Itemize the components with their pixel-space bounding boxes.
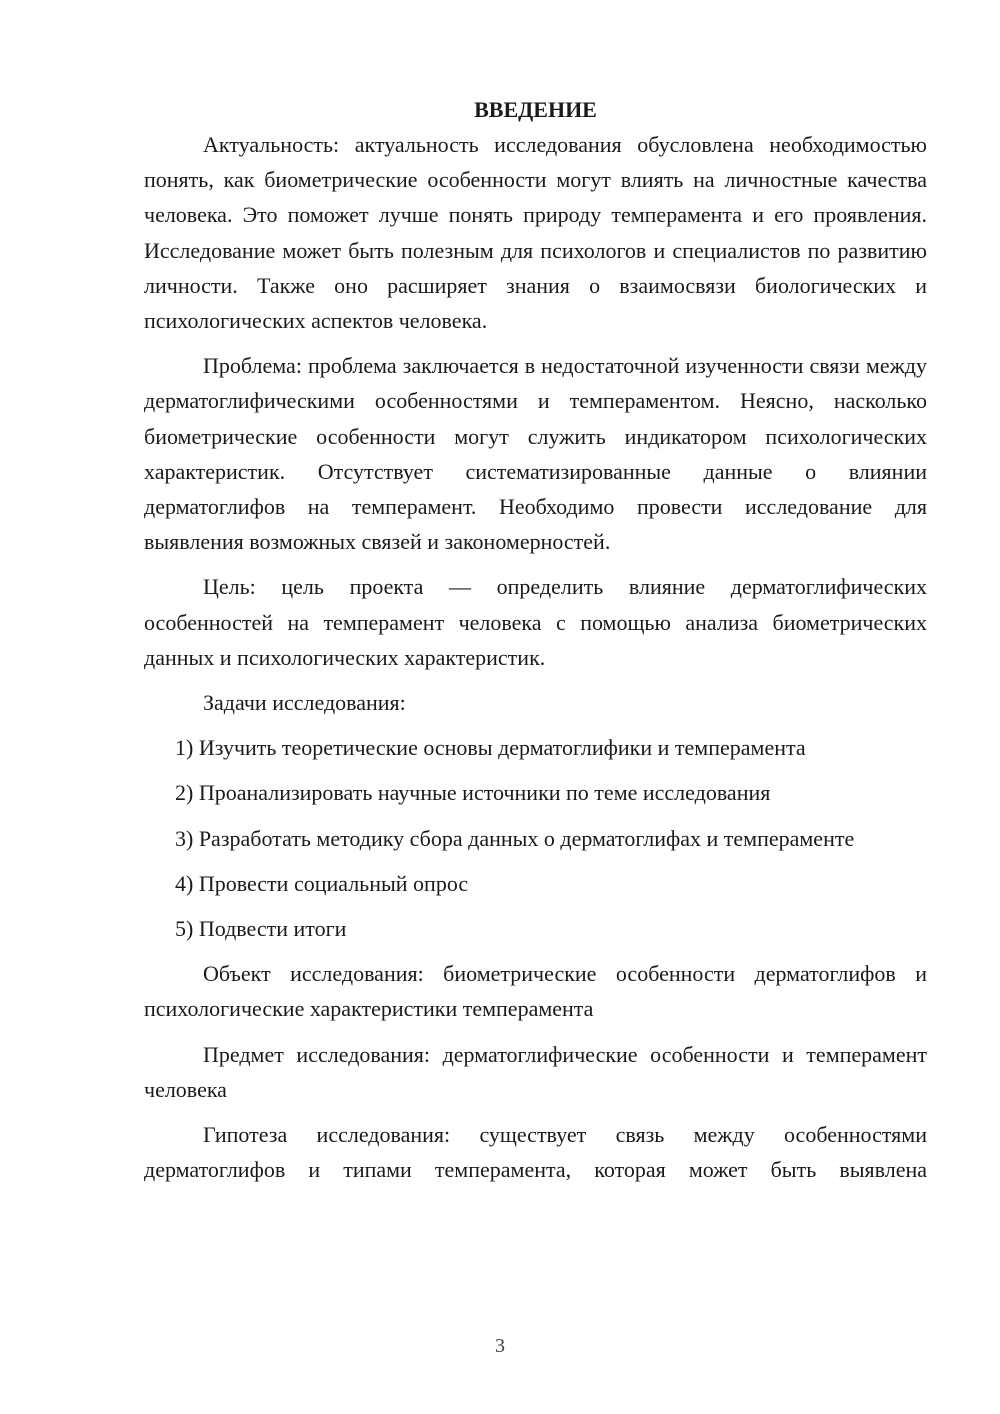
document-page xyxy=(144,92,927,1197)
problem-paragraph: Проблема: проблема заключается в недостаточной изученности связи между дерматоглифическими особенностями и темпераментом. Неясно, насколько биометрические особенности могут служить индикатором психологических характеристик. Отсутствует систематизированные данные о влиянии дерматоглифов на темперамент. Необходимо провести исследование для выявления возможных связей и закономерностей. xyxy=(144,353,927,555)
task-item: 1) Изучить теоретические основы дерматоглифики и темперамента xyxy=(175,735,806,761)
section-title: ВВЕДЕНИЕ xyxy=(474,97,597,122)
goal-paragraph: Цель: цель проекта — определить влияние дерматоглифических особенностей на темперамент человека с помощью анализа биометрических данных и психологических характеристик. xyxy=(144,574,927,670)
subject-paragraph: Предмет исследования: дерматоглифические особенности и темперамент человека xyxy=(144,1041,927,1102)
object-paragraph: Объект исследования: биометрические особенности дерматоглифов и психологические характеристики темперамента xyxy=(144,961,927,1022)
task-item: 5) Подвести итоги xyxy=(175,916,347,942)
tasks-heading: Задачи исследования: xyxy=(203,690,406,716)
task-item: 3) Разработать методику сбора данных о дерматоглифах и темпераменте xyxy=(175,825,855,851)
page-number: 3 xyxy=(495,1335,505,1357)
relevance-paragraph: Актуальность: актуальность исследования обусловлена необходимостью понять, как биометрические особенности могут влиять на личностные качества человека. Это поможет лучше понять природу темперамента и его проявления. Исследование может быть полезным для психологов и специалистов по развитию личности. Также оно расширяет знания о взаимосвязи биологических и психологических аспектов человека. xyxy=(144,132,927,334)
task-item: 2) Проанализировать научные источники по теме исследования xyxy=(175,780,771,806)
task-item: 4) Провести социальный опрос xyxy=(175,870,469,896)
hypothesis-paragraph: Гипотеза исследования: существует связь между особенностями дерматоглифов и типами темперамента, которая может быть выявлена xyxy=(144,1122,927,1183)
